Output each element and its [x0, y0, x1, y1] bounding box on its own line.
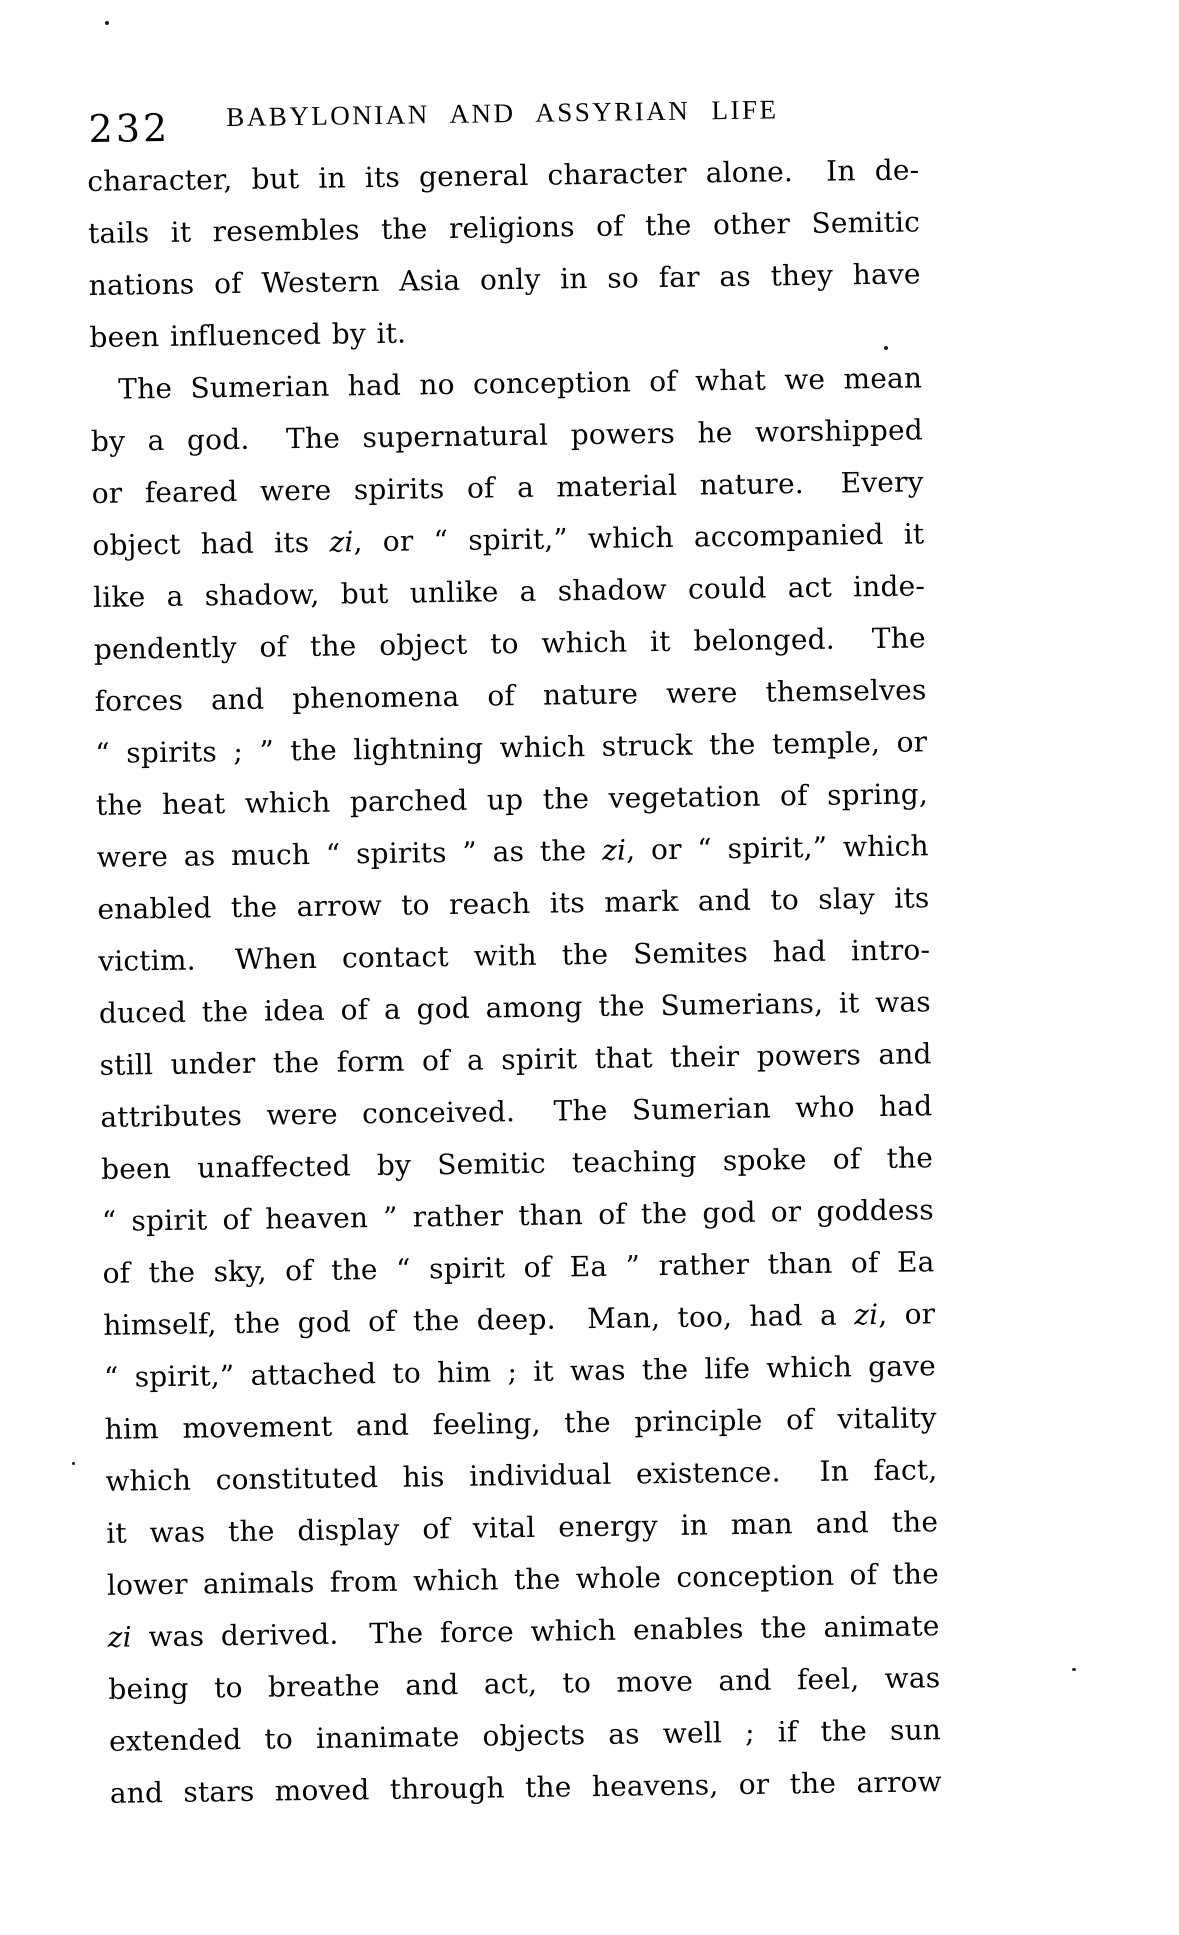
scan-speck: [105, 21, 109, 25]
text-segment: victim. When contact with the Semites had intro-: [97, 933, 931, 978]
text-segment: lower animals from which the whole conception of the: [106, 1557, 940, 1602]
text-segment: forces and phenomena of nature were themselves: [94, 673, 927, 718]
text-segment: being to breathe and act, to move and feel, was: [108, 1661, 941, 1706]
text-segment: of the sky, of the “ spirit of Ea ” rather than of Ea: [102, 1245, 935, 1290]
text-segment: attributes were conceived. The Sumerian who had: [100, 1089, 933, 1134]
text-segment: and stars moved through the heavens, or the arrow: [109, 1765, 942, 1810]
text-segment: like a shadow, but unlike a shadow could act inde-: [92, 569, 926, 614]
running-head: BABYLONIAN AND ASSYRIAN LIFE: [226, 94, 779, 133]
text-segment: nations of Western Asia only in so far as they have: [88, 257, 921, 302]
text-segment: “ spirits ; ” the lightning which struck the temple, or: [95, 725, 928, 770]
scan-speck: [72, 1462, 75, 1465]
text-segment: duced the idea of a god among the Sumerians, it was: [98, 985, 932, 1030]
text-segment: was derived. The force which enables the animate: [131, 1609, 940, 1654]
text-segment: enabled the arrow to reach its mark and to slay its: [97, 881, 930, 926]
text-segment: , or “ spirit,” which: [625, 829, 929, 867]
text-segment: , or: [877, 1297, 936, 1332]
text-segment: character, but in its general character alone. In de-: [87, 153, 920, 198]
italic-term: zi: [329, 525, 354, 559]
text-segment: tails it resembles the religions of the other Semitic: [87, 205, 921, 250]
page-number: 232: [88, 105, 171, 151]
scan-speck: [1072, 1668, 1076, 1671]
text-segment: or feared were spirits of a material nature. Every: [91, 465, 924, 510]
text-segment: The Sumerian had no conception of what we mean: [118, 361, 923, 406]
text-segment: , or “ spirit,” which accompanied it: [353, 517, 925, 559]
text-segment: by a god. The supernatural powers he worshipped: [90, 413, 924, 458]
scan-speck: [884, 346, 888, 350]
text-segment: extended to inanimate objects as well ; if the sun: [108, 1713, 942, 1758]
page-text: [87, 144, 942, 1819]
text-segment: him movement and feeling, the principle of vitality: [104, 1401, 937, 1446]
text-segment: pendently of the object to which it belonged. The: [93, 621, 927, 666]
text-segment: the heat which parched up the vegetation of spring,: [95, 777, 929, 822]
page-content: [86, 74, 942, 1819]
text-segment: “ spirit of heaven ” rather than of the god or goddess: [101, 1193, 935, 1238]
text-segment: were as much “ spirits ” as the: [96, 833, 603, 874]
text-segment: “ spirit,” attached to him ; it was the life which gave: [103, 1349, 937, 1394]
text-segment: it was the display of vital energy in man and the: [105, 1505, 939, 1550]
page-header: [86, 74, 919, 151]
text-segment: object had its: [92, 525, 330, 562]
text-segment: which constituted his individual existence. In fact,: [105, 1453, 938, 1498]
text-segment: himself, the god of the deep. Man, too, had a: [103, 1298, 855, 1342]
text-segment: been influenced by it.: [89, 316, 407, 354]
italic-term: zi: [107, 1620, 132, 1654]
text-line: [109, 1756, 942, 1820]
text-segment: still under the form of a spirit that their powers and: [99, 1037, 932, 1082]
italic-term: zi: [853, 1298, 879, 1332]
text-segment: been unaffected by Semitic teaching spoke of the: [100, 1141, 934, 1186]
italic-term: zi: [601, 833, 627, 867]
